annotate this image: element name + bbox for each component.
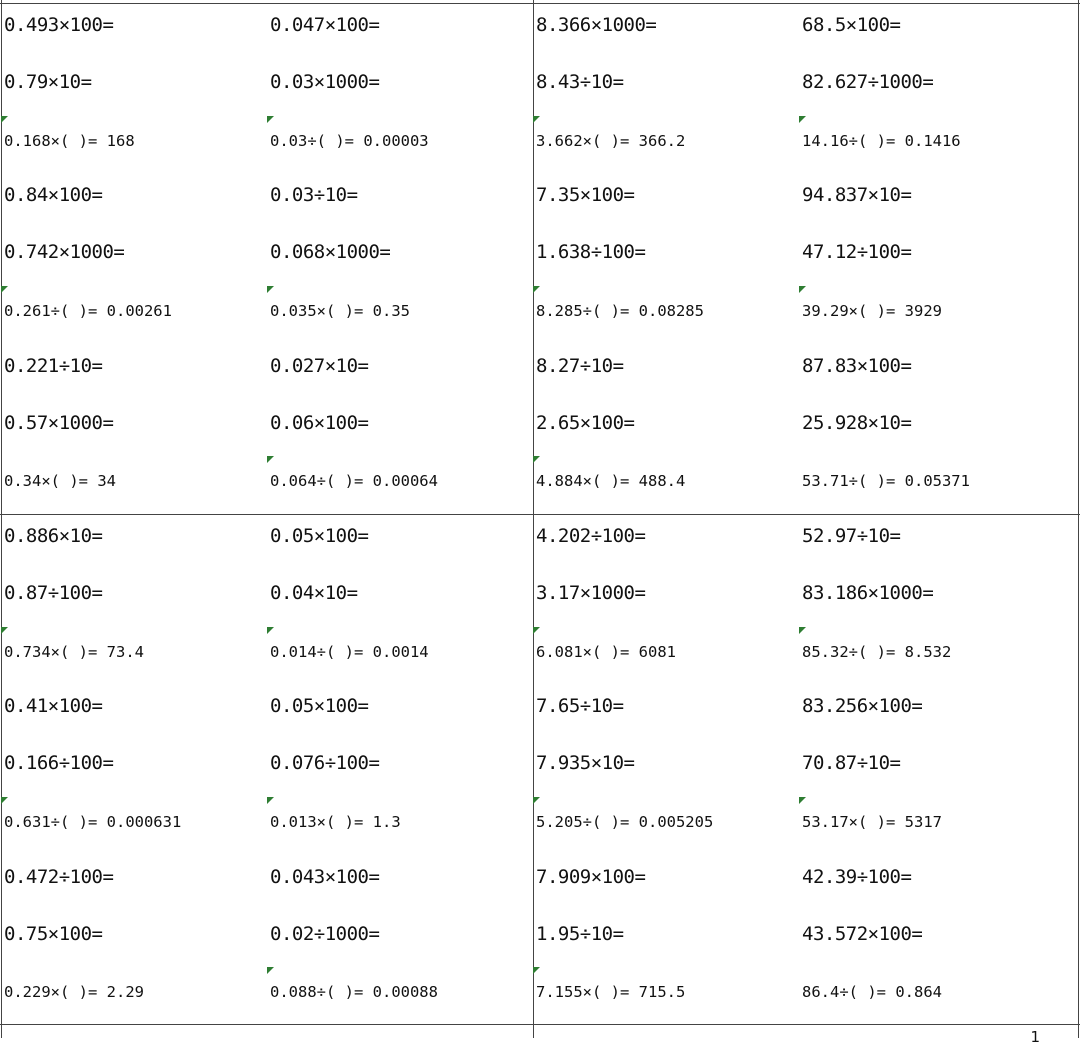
calculation-problem: 0.027×10= — [270, 354, 369, 377]
calculation-problem: 83.256×100= — [802, 695, 923, 718]
calculation-problem: 0.06×100= — [270, 411, 369, 434]
calculation-problem: 0.41×100= — [4, 695, 103, 718]
fill-in-blank-problem: 0.035×( )= 0.35 — [270, 302, 410, 320]
fill-in-blank-problem: 6.081×( )= 6081 — [536, 642, 676, 661]
calculation-problem: 8.27÷10= — [536, 354, 624, 377]
calculation-problem: 0.05×100= — [270, 525, 369, 547]
fill-in-blank-problem: 3.662×( )= 366.2 — [536, 131, 686, 150]
calculation-problem: 3.17×1000= — [536, 581, 646, 604]
cell-comment-marker — [533, 967, 540, 974]
fill-in-blank-problem: 0.34×( )= 34 — [4, 472, 116, 491]
fill-in-blank-problem: 86.4÷( )= 0.864 — [802, 983, 942, 1002]
calculation-problem: 94.837×10= — [802, 184, 912, 207]
calculation-problem: 0.02÷1000= — [270, 922, 380, 945]
fill-in-blank-problem: 85.32÷( )= 8.532 — [802, 642, 952, 661]
fill-in-blank-problem: 7.155×( )= 715.5 — [536, 983, 686, 1002]
cell-comment-marker — [799, 627, 806, 634]
cell-comment-marker — [1, 797, 8, 804]
calculation-problem: 7.909×100= — [536, 865, 646, 888]
calculation-problem: 0.043×100= — [270, 865, 380, 888]
calculation-problem: 70.87÷10= — [802, 752, 901, 775]
calculation-problem: 8.43÷10= — [536, 70, 624, 93]
cell-comment-marker — [267, 116, 274, 123]
calculation-problem: 42.39÷100= — [802, 865, 912, 888]
calculation-problem: 0.472÷100= — [4, 865, 114, 888]
calculation-problem: 47.12÷100= — [802, 241, 912, 264]
calculation-problem: 82.627÷1000= — [802, 70, 934, 93]
fill-in-blank-problem: 53.17×( )= 5317 — [802, 813, 942, 831]
calculation-problem: 0.03×1000= — [270, 70, 380, 93]
calculation-problem: 52.97÷10= — [802, 525, 901, 547]
calculation-problem: 4.202÷100= — [536, 525, 646, 547]
bottom-border — [0, 1024, 1080, 1025]
calculation-problem: 83.186×1000= — [802, 581, 934, 604]
cell-comment-marker — [267, 286, 274, 293]
fill-in-blank-problem: 53.71÷( )= 0.05371 — [802, 472, 970, 491]
calculation-problem: 8.366×1000= — [536, 14, 657, 36]
fill-in-blank-problem: 4.884×( )= 488.4 — [536, 472, 686, 491]
cell-comment-marker — [533, 456, 540, 463]
fill-in-blank-problem: 39.29×( )= 3929 — [802, 302, 942, 320]
cell-comment-marker — [533, 286, 540, 293]
cell-comment-marker — [267, 967, 274, 974]
fill-in-blank-problem: 0.064÷( )= 0.00064 — [270, 472, 438, 491]
page-number: 1 — [1030, 1028, 1040, 1046]
cell-comment-marker — [533, 116, 540, 123]
fill-in-blank-problem: 5.205÷( )= 0.005205 — [536, 813, 714, 831]
calculation-problem: 2.65×100= — [536, 411, 635, 434]
calculation-problem: 0.221÷10= — [4, 354, 103, 377]
cell-comment-marker — [1, 627, 8, 634]
cell-comment-marker — [1, 286, 8, 293]
fill-in-blank-problem: 0.03÷( )= 0.00003 — [270, 131, 429, 150]
cell-comment-marker — [533, 797, 540, 804]
calculation-problem: 0.03÷10= — [270, 184, 358, 207]
fill-in-blank-problem: 8.285÷( )= 0.08285 — [536, 302, 704, 320]
calculation-problem: 0.04×10= — [270, 581, 358, 604]
left-border — [1, 0, 2, 1038]
calculation-problem: 0.79×10= — [4, 70, 92, 93]
fill-in-blank-problem: 0.014÷( )= 0.0014 — [270, 642, 429, 661]
fill-in-blank-problem: 14.16÷( )= 0.1416 — [802, 131, 961, 150]
calculation-problem: 0.166÷100= — [4, 752, 114, 775]
fill-in-blank-problem: 0.088÷( )= 0.00088 — [270, 983, 438, 1002]
cell-comment-marker — [799, 286, 806, 293]
calculation-problem: 0.75×100= — [4, 922, 103, 945]
fill-in-blank-problem: 0.229×( )= 2.29 — [4, 983, 144, 1002]
right-border — [1078, 0, 1079, 1038]
calculation-problem: 0.047×100= — [270, 14, 380, 36]
cell-comment-marker — [799, 797, 806, 804]
calculation-problem: 43.572×100= — [802, 922, 923, 945]
cell-comment-marker — [267, 627, 274, 634]
calculation-problem: 87.83×100= — [802, 354, 912, 377]
cell-comment-marker — [533, 627, 540, 634]
fill-in-blank-problem: 0.168×( )= 168 — [4, 131, 135, 150]
top-border — [0, 3, 1080, 4]
calculation-problem: 1.638÷100= — [536, 241, 646, 264]
calculation-problem: 0.076÷100= — [270, 752, 380, 775]
calculation-problem: 0.57×1000= — [4, 411, 114, 434]
calculation-problem: 0.886×10= — [4, 525, 103, 547]
calculation-problem: 0.87÷100= — [4, 581, 103, 604]
calculation-problem: 1.95÷10= — [536, 922, 624, 945]
fill-in-blank-problem: 0.013×( )= 1.3 — [270, 813, 401, 831]
calculation-problem: 0.068×1000= — [270, 241, 391, 264]
calculation-problem: 0.05×100= — [270, 695, 369, 718]
calculation-problem: 0.742×1000= — [4, 241, 125, 264]
calculation-problem: 68.5×100= — [802, 14, 901, 36]
cell-comment-marker — [267, 456, 274, 463]
fill-in-blank-problem: 0.734×( )= 73.4 — [4, 642, 144, 661]
calculation-problem: 7.65÷10= — [536, 695, 624, 718]
calculation-problem: 7.935×10= — [536, 752, 635, 775]
cell-comment-marker — [267, 797, 274, 804]
calculation-problem: 7.35×100= — [536, 184, 635, 207]
center-divider — [533, 0, 534, 1038]
calculation-problem: 0.493×100= — [4, 14, 114, 36]
calculation-problem: 0.84×100= — [4, 184, 103, 207]
calculation-problem: 25.928×10= — [802, 411, 912, 434]
block-divider — [0, 514, 1080, 515]
cell-comment-marker — [799, 116, 806, 123]
fill-in-blank-problem: 0.631÷( )= 0.000631 — [4, 813, 182, 831]
cell-comment-marker — [1, 116, 8, 123]
fill-in-blank-problem: 0.261÷( )= 0.00261 — [4, 302, 172, 320]
